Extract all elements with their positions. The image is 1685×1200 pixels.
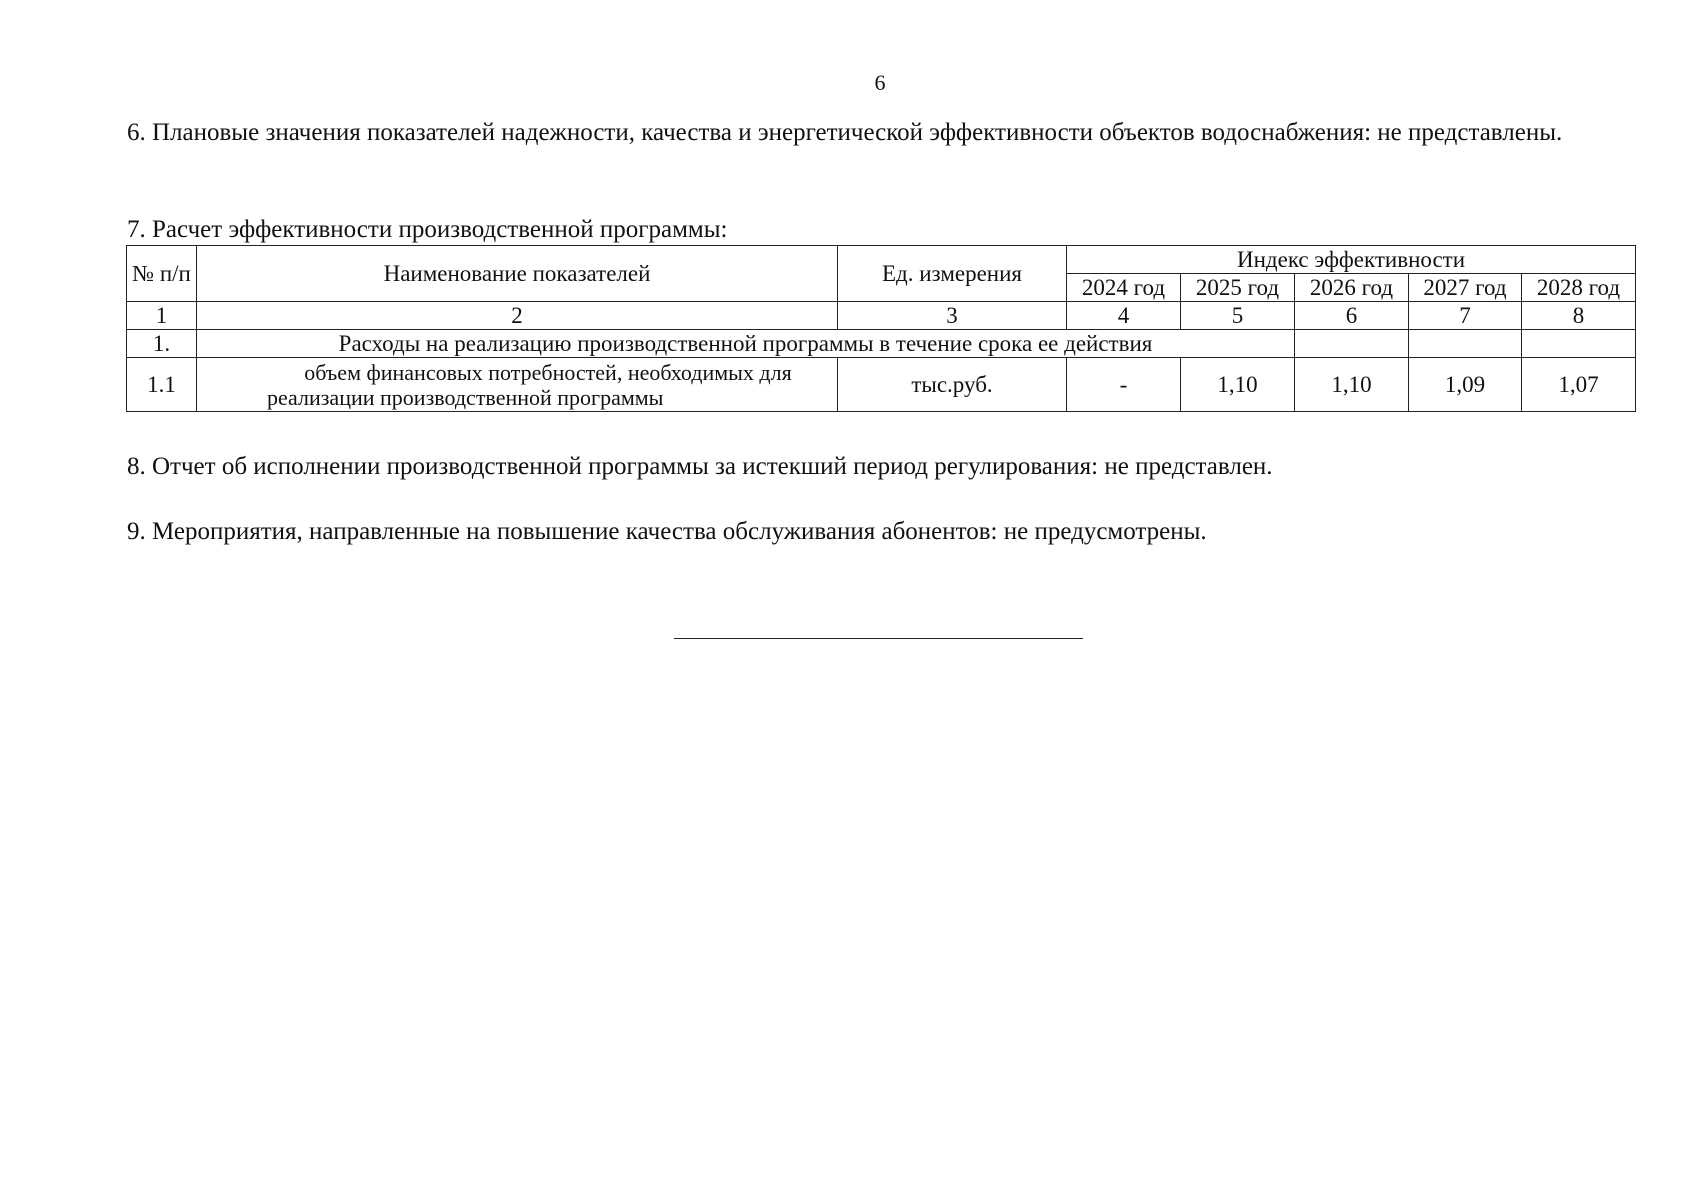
- header-name: Наименование показателей: [197, 246, 838, 302]
- efficiency-table: [126, 245, 1636, 412]
- header-unit: Ед. измерения: [838, 246, 1067, 302]
- header-index-group: Индекс эффективности: [1067, 246, 1636, 274]
- row-value: 1,09: [1409, 358, 1522, 412]
- row-value: 1,10: [1295, 358, 1409, 412]
- section-empty-cell: [1522, 330, 1636, 358]
- column-number: 2: [197, 302, 838, 330]
- section-num: 1.: [127, 330, 197, 358]
- row-num: 1.1: [127, 358, 197, 412]
- column-number-row: [127, 302, 1636, 330]
- header-year: 2027 год: [1409, 274, 1522, 302]
- section-9-text: 9. Мероприятия, направленные на повышение качества обслуживания абонентов: не предусмотрены.: [127, 518, 1207, 545]
- section-8-text: 8. Отчет об исполнении производственной программы за истекший период регулирования: не представлен.: [127, 453, 1273, 480]
- header-year: 2025 год: [1181, 274, 1295, 302]
- column-number: 3: [838, 302, 1067, 330]
- end-divider: [674, 638, 1083, 639]
- header-year: 2024 год: [1067, 274, 1181, 302]
- header-num: № п/п: [127, 246, 197, 302]
- column-number: 5: [1181, 302, 1295, 330]
- column-number: 7: [1409, 302, 1522, 330]
- section-7-heading: 7. Расчет эффективности производственной программы:: [127, 216, 728, 243]
- table-row: [127, 358, 1636, 412]
- header-row-1: [127, 246, 1636, 274]
- header-year: 2026 год: [1295, 274, 1409, 302]
- column-number: 4: [1067, 302, 1181, 330]
- column-number: 1: [127, 302, 197, 330]
- row-name: объем финансовых потребностей, необходимых для реализации производственной программы: [197, 358, 838, 412]
- section-6-text: 6. Плановые значения показателей надежности, качества и энергетической эффективности объектов водоснабжения: не представлены.: [127, 119, 1563, 146]
- row-value: -: [1067, 358, 1181, 412]
- column-number: 8: [1522, 302, 1636, 330]
- column-number: 6: [1295, 302, 1409, 330]
- section-row: [127, 330, 1636, 358]
- row-unit: тыс.руб.: [838, 358, 1067, 412]
- row-value: 1,10: [1181, 358, 1295, 412]
- row-value: 1,07: [1522, 358, 1636, 412]
- section-title: Расходы на реализацию производственной программы в течение срока ее действия: [197, 330, 1295, 358]
- section-empty-cell: [1409, 330, 1522, 358]
- section-empty-cell: [1295, 330, 1409, 358]
- page-number: 6: [874, 70, 886, 95]
- header-year: 2028 год: [1522, 274, 1636, 302]
